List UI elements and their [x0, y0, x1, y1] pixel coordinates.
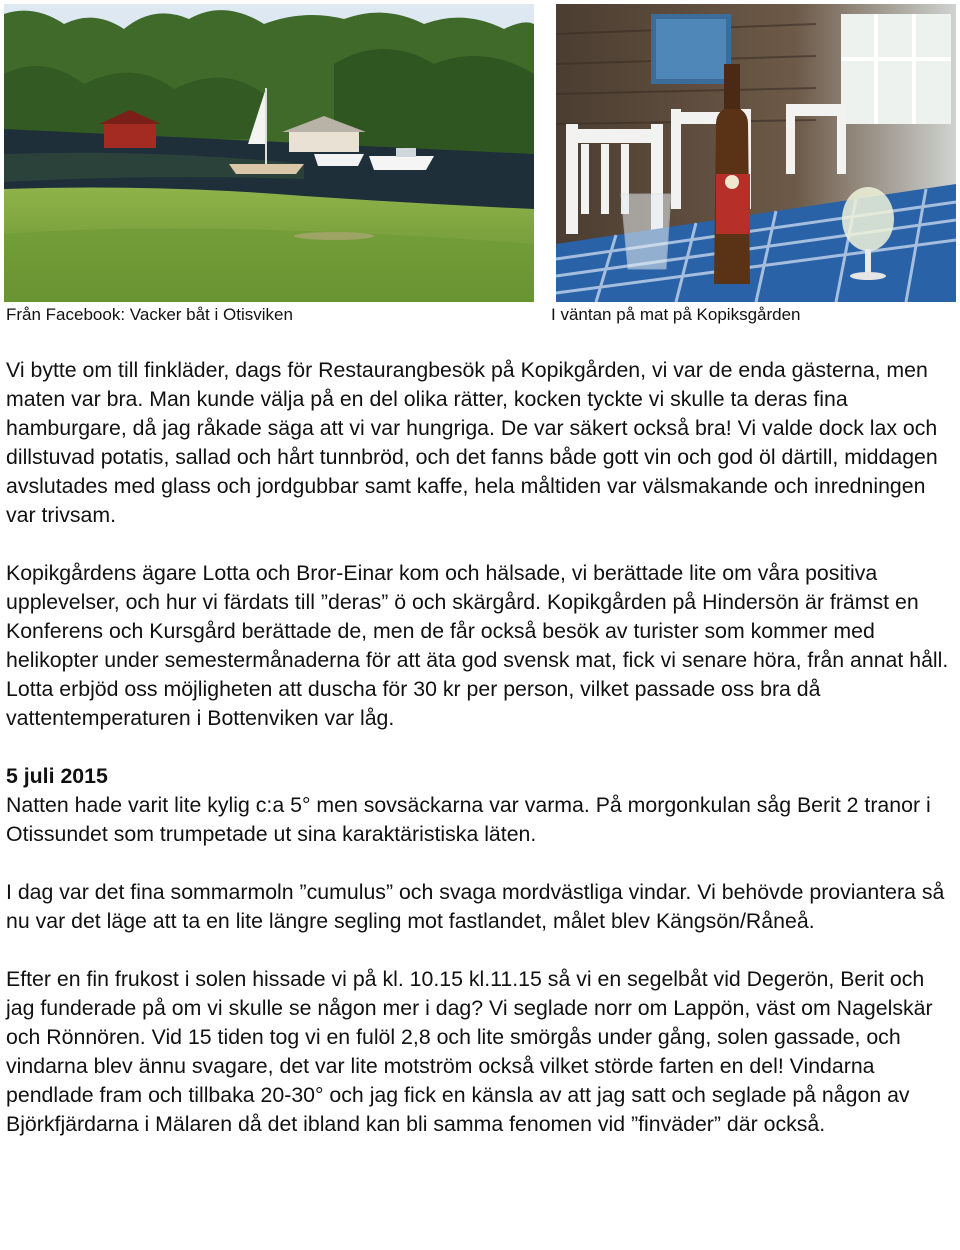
restaurant-table-photo — [556, 4, 956, 302]
paragraph-restaurant: Vi bytte om till finkläder, dags för Restaurangbesök på Kopikgården, vi var de enda gästerna, men maten var bra. Man kunde välja på en del olika rätter, kocken tyckte vi skulle ta deras fina hamburgare, då jag råkade säga att vi var hungriga. De var säkert också bra! Vi valde dock lax och dillstuvad potatis, sallad och hårt tunnbröd, och det fanns både gott vin och god öl därtill, middagen avslutades med glass och jordgubbar samt kaffe, hela måltiden var välsmakande och inredningen var trivsam. — [6, 358, 938, 527]
paragraph-sailing: Efter en fin frukost i solen hissade vi på kl. 10.15 kl.11.15 så vi en segelbåt vid Degerön, Berit och jag funderade på om vi skulle se någon mer i dag? Vi seglade norr om Lappön, väst om Nagelskär och Rönnören. Vid 15 tiden tog vi en fulöl 2,8 och lite smörgås under gång, solen gassade, och vindarna blev ännu svagare, det var lite motström också vilket störde farten en del! Vindarna pendlade fram och tillbaka 20-30° och jag fick en känsla av att jag satt och seglade på någon av Björkfjärdarna i Mälaren då det ibland kan bli samma fenomen vid ”finväder” där också. — [6, 967, 933, 1136]
paragraph-night: Natten hade varit lite kylig c:a 5° men sovsäckarna var varma. På morgonkulan såg Berit 2 tranor i Otissundet som trumpetade ut sina karaktäristiska läten. — [6, 793, 931, 846]
lake-boats-photo — [4, 4, 534, 302]
paragraph-owners: Kopikgårdens ägare Lotta och Bror-Einar kom och hälsade, vi berättade lite om våra positiva upplevelser, och hur vi färdats till ”deras” ö och skärgård. Kopikgården på Hindersön är främst en Konferens och Kursgård berättade de, men de får också besök av turister som kommer med helikopter under semestermånaderna för att äta god svensk mat, fick vi senare höra, från annat håll. Lotta erbjöd oss möjligheten att duscha för 30 kr per person, vilket passade oss bra då vattentemperaturen i Bottenviken var låg. — [6, 561, 949, 730]
right-photo-caption: I väntan på mat på Kopiksgården — [551, 305, 801, 324]
date-heading: 5 juli 2015 — [6, 764, 108, 788]
article-body — [6, 356, 950, 1139]
paragraph-weather: I dag var det fina sommarmoln ”cumulus” och svaga mordvästliga vindar. Vi behövde proviantera så nu var det läge att ta en lite längre segling mot fastlandet, målet blev Kängsön/Råneå. — [6, 880, 945, 933]
left-photo-caption: Från Facebook: Vacker båt i Otisviken — [6, 305, 293, 324]
